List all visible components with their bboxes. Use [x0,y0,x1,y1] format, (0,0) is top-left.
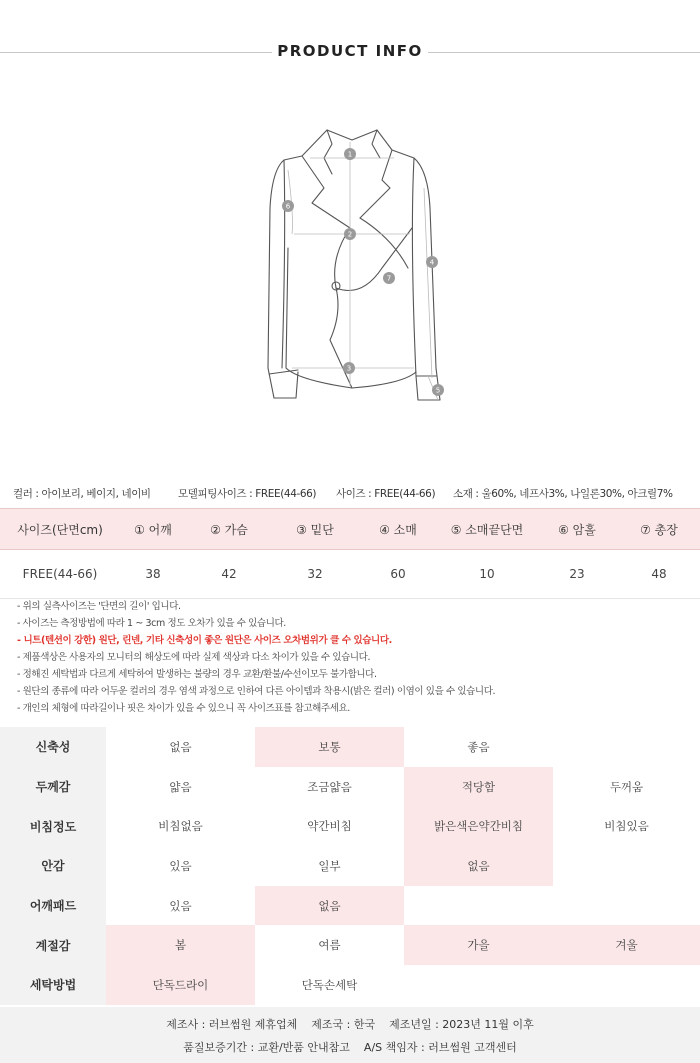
spec-model-size: 모델피팅사이즈 : FREE(44-66) [178,488,317,500]
fabric-option: 있음 [169,858,192,873]
note-item: - 정해진 세탁법과 다르게 세탁하여 발생하는 불량의 경우 교환/환불/수선이모두 불가합니다. [17,669,377,680]
size-cell: 48 [618,550,700,599]
fabric-option: 약간비침 [307,819,352,834]
spec-size: 사이즈 : FREE(44-66) [336,488,436,500]
marker-6-label: 6 [285,202,291,211]
manufacturer-info [0,1007,700,1063]
size-table-header [0,509,700,550]
fabric-option: 가을 [404,925,553,965]
section-title: PRODUCT INFO [277,42,423,60]
fabric-option: 조금얇음 [307,779,352,794]
jacket-illustration [232,118,468,418]
fabric-option: 비침없음 [158,819,203,834]
fabric-row-stretch [0,727,700,767]
fabric-option [553,886,700,926]
size-cell: 10 [438,550,536,599]
fabric-option: 봄 [106,925,255,965]
size-cell: 38 [120,550,186,599]
note-item: - 원단의 종류에 따라 어두운 컬러의 경우 염색 과정으로 인하여 다른 아이템과 착용시(밝은 컬러) 이염이 있을 수 있습니다. [17,686,496,697]
marker-2-label: 2 [347,230,353,239]
fabric-option [553,965,700,1005]
size-cell: 23 [536,550,618,599]
fabric-option: 없음 [255,886,404,926]
fabric-row-washing [0,965,700,1005]
marker-3-label: 3 [346,364,352,373]
size-cell: 32 [272,550,358,599]
note-item: - 위의 실측사이즈는 '단면의 길이' 입니다. [17,601,181,612]
fabric-option: 여름 [318,938,341,953]
fabric-option: 좋음 [467,739,490,754]
size-cell: 60 [358,550,438,599]
fabric-option: 겨울 [553,925,700,965]
size-header-cell: ⑤ 소매끝단면 [438,509,536,550]
marker-1-label: 1 [347,150,353,159]
note-item: - 제품색상은 사용자의 모니터의 해상도에 따라 실제 색상과 다소 차이가 있을 수 있습니다. [17,652,371,663]
header-rule-right [428,52,700,53]
fabric-option [404,965,553,1005]
fabric-option [404,886,553,926]
note-item: - 개인의 체형에 따라길이나 핏은 차이가 있을 수 있으니 꼭 사이즈표를 참고해주세요. [17,703,350,714]
spec-color: 컬러 : 아이보리, 베이지, 네이비 [13,488,151,500]
fabric-option [553,727,700,767]
fabric-row-lining [0,846,700,886]
fabric-row-shoulder-pad [0,886,700,926]
fabric-option [553,846,700,886]
manufacturer-line: 제조사 : 러브썸원 제휴업체 제조국 : 한국 제조년일 : 2023년 11월 이후 [166,1018,534,1031]
fabric-label: 비침정도 [0,806,106,846]
size-header-cell: ② 가슴 [186,509,272,550]
fabric-label: 신축성 [0,727,106,767]
size-header-cell: ④ 소매 [358,509,438,550]
fabric-option: 없음 [404,846,553,886]
fabric-label: 안감 [0,846,106,886]
fabric-option: 없음 [169,739,192,754]
size-table [0,508,700,599]
spec-material: 소재 : 울60%, 네프사3%, 나일론30%, 아크릴7% [453,488,673,500]
fabric-label: 계절감 [0,925,106,965]
fabric-row-season [0,925,700,965]
fabric-table [0,727,700,1005]
size-header-cell: ③ 밑단 [272,509,358,550]
fabric-label: 세탁방법 [0,965,106,1005]
fabric-row-thickness [0,767,700,807]
spec-summary [0,486,700,504]
fabric-option: 두꺼움 [609,779,644,794]
fabric-option: 단독손세탁 [301,977,358,992]
size-header-cell: ① 어깨 [120,509,186,550]
fabric-label: 두께감 [0,767,106,807]
fabric-row-sheerness [0,806,700,846]
size-table-row [0,550,700,599]
fabric-option: 얇음 [169,779,192,794]
fabric-option: 적당함 [404,767,553,807]
marker-5-label: 5 [435,386,441,395]
fabric-option: 일부 [318,858,341,873]
fabric-label: 어깨패드 [0,886,106,926]
fabric-option: 밝은색은약간비침 [404,806,553,846]
size-notes [17,598,687,717]
note-item-warning: - 니트(텐션이 강한) 원단, 린넨, 기타 신축성이 좋은 원단은 사이즈 오차범위가 클 수 있습니다. [17,635,392,646]
fabric-option: 보통 [255,727,404,767]
size-cell: 42 [186,550,272,599]
warranty-line: 품질보증기간 : 교환/반품 안내참고 A/S 책임자 : 러브썸원 고객센터 [183,1041,517,1054]
marker-4-label: 4 [429,258,435,267]
fabric-option: 단독드라이 [106,965,255,1005]
size-header-cell: ⑦ 총장 [618,509,700,550]
size-header-cell: ⑥ 암홀 [536,509,618,550]
fabric-option: 비침있음 [604,819,649,834]
fabric-option: 있음 [169,898,192,913]
note-item: - 사이즈는 측정방법에 따라 1 ~ 3cm 정도 오차가 있을 수 있습니다. [17,618,286,629]
size-cell: FREE(44-66) [0,550,120,599]
section-header [0,38,700,68]
size-header-cell: 사이즈(단면cm) [0,509,120,550]
marker-7-label: 7 [386,274,392,283]
